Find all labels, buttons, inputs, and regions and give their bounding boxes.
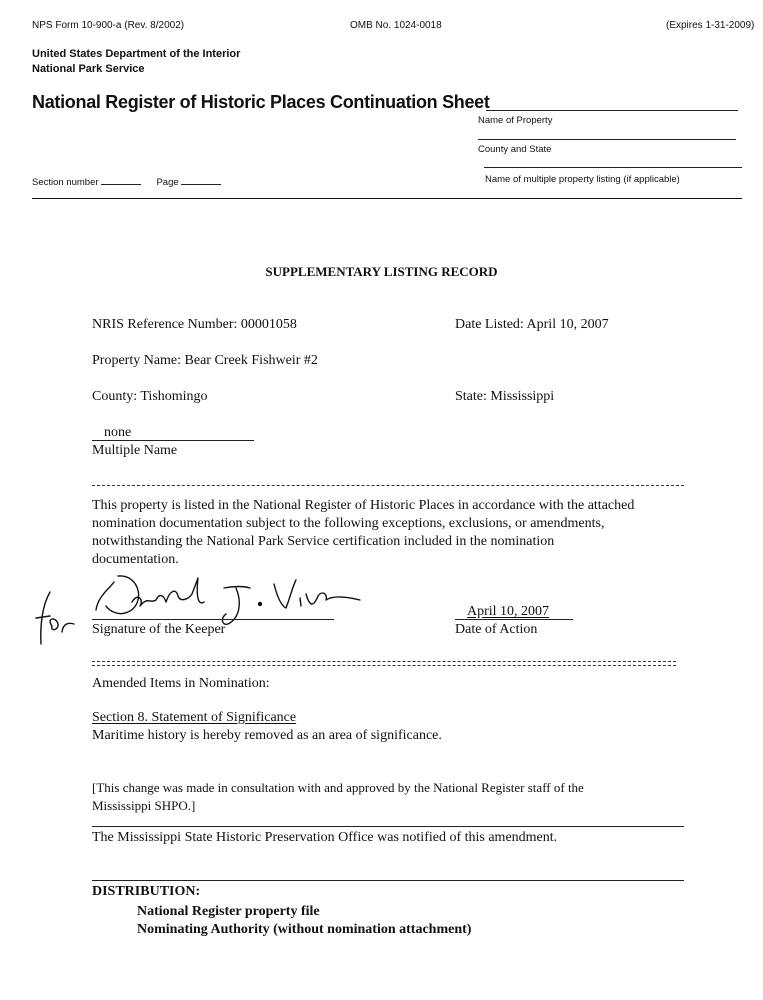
statement-line: This property is listed in the National Register of Historic Places in accordance with the attached — [92, 498, 635, 513]
name-of-property-line — [486, 110, 738, 111]
dashed-separator — [92, 485, 684, 486]
distribution-item: National Register property file — [137, 904, 320, 919]
distribution-item: Nominating Authority (without nomination attachment) — [137, 922, 472, 937]
double-dashed-separator — [92, 661, 676, 666]
expiration-date: (Expires 1-31-2009) — [666, 20, 755, 31]
multiple-listing-label: Name of multiple property listing (if applicable) — [485, 174, 680, 185]
notified-text: The Mississippi State Historic Preservation Office was notified of this amendment. — [92, 830, 558, 845]
distribution-heading: DISTRIBUTION: — [92, 884, 201, 899]
header-divider — [32, 198, 742, 199]
section-number-blank — [101, 174, 141, 185]
consultation-line: [This change was made in consultation with and approved by the National Register staff of the — [92, 780, 584, 795]
section-number-label: Section number — [32, 177, 99, 188]
multiple-listing-line — [484, 167, 742, 168]
notified-separator — [92, 826, 684, 827]
property-name: Property Name: Bear Creek Fishweir #2 — [92, 353, 318, 368]
date-listed: Date Listed: April 10, 2007 — [455, 317, 609, 332]
distribution-separator — [92, 880, 684, 881]
form-title: National Register of Historic Places Continuation Sheet — [32, 92, 490, 112]
agency-name: National Park Service — [32, 63, 145, 75]
action-date-line — [455, 619, 573, 620]
statement-line: notwithstanding the National Park Service certification included in the nomination — [92, 534, 555, 549]
signature-line — [92, 619, 334, 620]
statement-line: documentation. — [92, 552, 179, 567]
page-label: Page — [156, 177, 179, 188]
name-of-property-label: Name of Property — [478, 115, 553, 126]
multiple-name-label: Multiple Name — [92, 443, 178, 458]
section-text: Maritime history is hereby removed as an area of significance. — [92, 728, 442, 743]
county-state-label: County and State — [478, 144, 552, 155]
listing-statement — [92, 497, 634, 569]
department-name: United States Department of the Interior — [32, 48, 241, 60]
multiple-name-value: none — [104, 425, 132, 440]
amended-heading: Amended Items in Nomination: — [92, 676, 270, 691]
county: County: Tishomingo — [92, 389, 208, 404]
signature-label: Signature of the Keeper — [92, 622, 226, 637]
record-heading: SUPPLEMENTARY LISTING RECORD — [265, 264, 498, 279]
consultation-note — [92, 779, 584, 815]
action-date: April 10, 2007 — [467, 604, 550, 619]
page-blank — [181, 174, 221, 185]
section-heading: Section 8. Statement of Significance — [92, 710, 297, 725]
section-number-field — [32, 174, 221, 188]
consultation-line: Mississippi SHPO.] — [92, 798, 196, 813]
state: State: Mississippi — [455, 389, 555, 404]
nris-reference: NRIS Reference Number: 00001058 — [92, 317, 297, 332]
county-state-line — [478, 139, 736, 140]
multiple-name-line — [92, 440, 254, 441]
form-id: NPS Form 10-900-a (Rev. 8/2002) — [32, 20, 185, 31]
statement-line: nomination documentation subject to the following exceptions, exclusions, or amendments, — [92, 516, 605, 531]
omb-number: OMB No. 1024-0018 — [350, 20, 442, 31]
action-date-label: Date of Action — [455, 622, 538, 637]
